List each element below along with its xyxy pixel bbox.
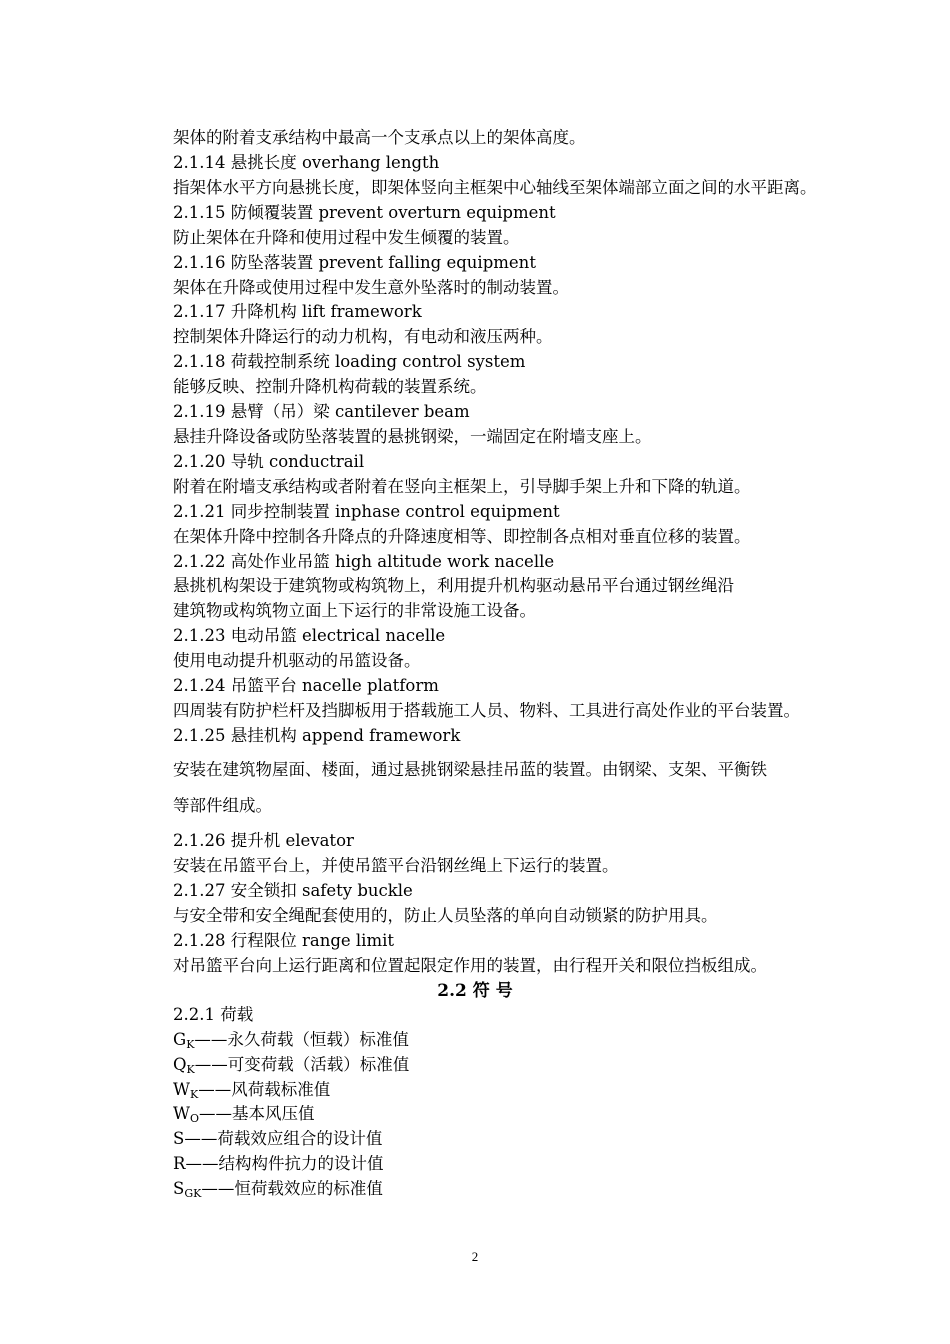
subsection-heading: 2.2.1 荷载 — [173, 1005, 254, 1024]
text-line: 指架体水平方向悬挑长度，即架体竖向主框架中心轴线至架体端部立面之间的水平距离。 — [173, 178, 817, 197]
clause-heading: 2.1.18 荷载控制系统 loading control system — [173, 352, 526, 371]
clause-heading: 2.1.15 防倾覆装置 prevent overturn equipment — [173, 203, 556, 222]
text-line: 防止架体在升降和使用过程中发生倾覆的装置。 — [173, 228, 520, 247]
text-line: 附着在附墙支承结构或者附着在竖向主框架上，引导脚手架上升和下降的轨道。 — [173, 477, 751, 496]
text-line: 悬挂升降设备或防坠落装置的悬挑钢梁，一端固定在附墙支座上。 — [173, 427, 652, 446]
clause-heading: 2.1.20 导轨 conductrail — [173, 452, 365, 471]
symbol-line — [173, 1104, 315, 1129]
text-line: 与安全带和安全绳配套使用的，防止人员坠落的单向自动锁紧的防护用具。 — [173, 906, 718, 925]
symbol-line — [173, 1154, 383, 1179]
text-line: 在架体升降中控制各升降点的升降速度相等、即控制各点相对垂直位移的装置。 — [173, 527, 751, 546]
symbol-description: ——永久荷载（恒载）标准值 — [194, 1030, 409, 1049]
clause-heading: 2.1.22 高处作业吊篮 high altitude work nacelle — [173, 552, 555, 571]
symbol-line — [173, 1080, 330, 1105]
symbol-subscript: GK — [184, 1187, 202, 1200]
text-line: 建筑物或构筑物立面上下运行的非常设施工设备。 — [173, 601, 536, 620]
symbol-line — [173, 1179, 383, 1204]
symbol-description: ——荷载效应组合的设计值 — [184, 1129, 383, 1148]
symbol-line — [173, 1129, 382, 1154]
symbol-base: Q — [173, 1055, 187, 1074]
symbol-base: S — [173, 1129, 185, 1148]
clause-heading: 2.1.28 行程限位 range limit — [173, 931, 395, 950]
clause-heading: 2.1.24 吊篮平台 nacelle platform — [173, 676, 439, 695]
clause-heading: 2.1.25 悬挂机构 append framework — [173, 726, 461, 745]
symbol-subscript: O — [189, 1112, 199, 1125]
section-title: 2.2 符 号 — [437, 981, 513, 1001]
symbol-subscript: K — [189, 1088, 199, 1101]
symbol-subscript: K — [186, 1038, 195, 1051]
clause-heading: 2.1.21 同步控制装置 inphase control equipment — [173, 502, 560, 521]
text-line: 控制架体升降运行的动力机构，有电动和液压两种。 — [173, 327, 553, 346]
text-line: 安装在吊篮平台上，并使吊篮平台沿钢丝绳上下运行的装置。 — [173, 856, 619, 875]
symbol-base: S — [173, 1179, 185, 1198]
symbol-line — [173, 1030, 409, 1055]
symbol-description: ——基本风压值 — [199, 1104, 315, 1123]
clause-heading: 2.1.17 升降机构 lift framework — [173, 302, 422, 321]
symbol-base: W — [173, 1080, 190, 1099]
clause-heading: 2.1.14 悬挑长度 overhang length — [173, 153, 440, 172]
symbol-description: ——结构构件抗力的设计值 — [185, 1154, 384, 1173]
text-line: 四周装有防护栏杆及挡脚板用于搭载施工人员、物料、工具进行高处作业的平台装置。 — [173, 701, 800, 720]
text-line: 对吊篮平台向上运行距离和位置起限定作用的装置，由行程开关和限位挡板组成。 — [173, 956, 767, 975]
clause-heading: 2.1.19 悬臂（吊）梁 cantilever beam — [173, 402, 470, 421]
symbol-base: R — [173, 1154, 186, 1173]
clause-heading: 2.1.27 安全锁扣 safety buckle — [173, 881, 413, 900]
symbol-description: ——可变荷载（活载）标准值 — [194, 1055, 410, 1074]
text-line: 能够反映、控制升降机构荷载的装置系统。 — [173, 377, 487, 396]
text-line: 等部件组成。 — [173, 796, 272, 815]
symbol-base: W — [173, 1104, 190, 1123]
symbol-description: ——恒荷载效应的标准值 — [201, 1179, 383, 1198]
symbol-base: G — [173, 1030, 187, 1049]
clause-heading: 2.1.16 防坠落装置 prevent falling equipment — [173, 253, 536, 272]
symbol-description: ——风荷载标准值 — [198, 1080, 331, 1099]
text-line: 安装在建筑物屋面、楼面，通过悬挑钢梁悬挂吊蓝的装置。由钢梁、支架、平衡铁 — [173, 760, 767, 779]
clause-heading: 2.1.23 电动吊篮 electrical nacelle — [173, 626, 446, 645]
symbol-line — [173, 1055, 409, 1080]
clause-heading: 2.1.26 提升机 elevator — [173, 831, 354, 850]
text-line: 架体在升降或使用过程中发生意外坠落时的制动装置。 — [173, 278, 569, 297]
text-line: 使用电动提升机驱动的吊篮设备。 — [173, 651, 421, 670]
symbol-subscript: K — [186, 1063, 195, 1076]
page-number: 2 — [471, 1249, 479, 1264]
text-line: 悬挑机构架设于建筑物或构筑物上，利用提升机构驱动悬吊平台通过钢丝绳沿 — [173, 576, 734, 595]
text-line: 架体的附着支承结构中最高一个支承点以上的架体高度。 — [173, 128, 586, 147]
